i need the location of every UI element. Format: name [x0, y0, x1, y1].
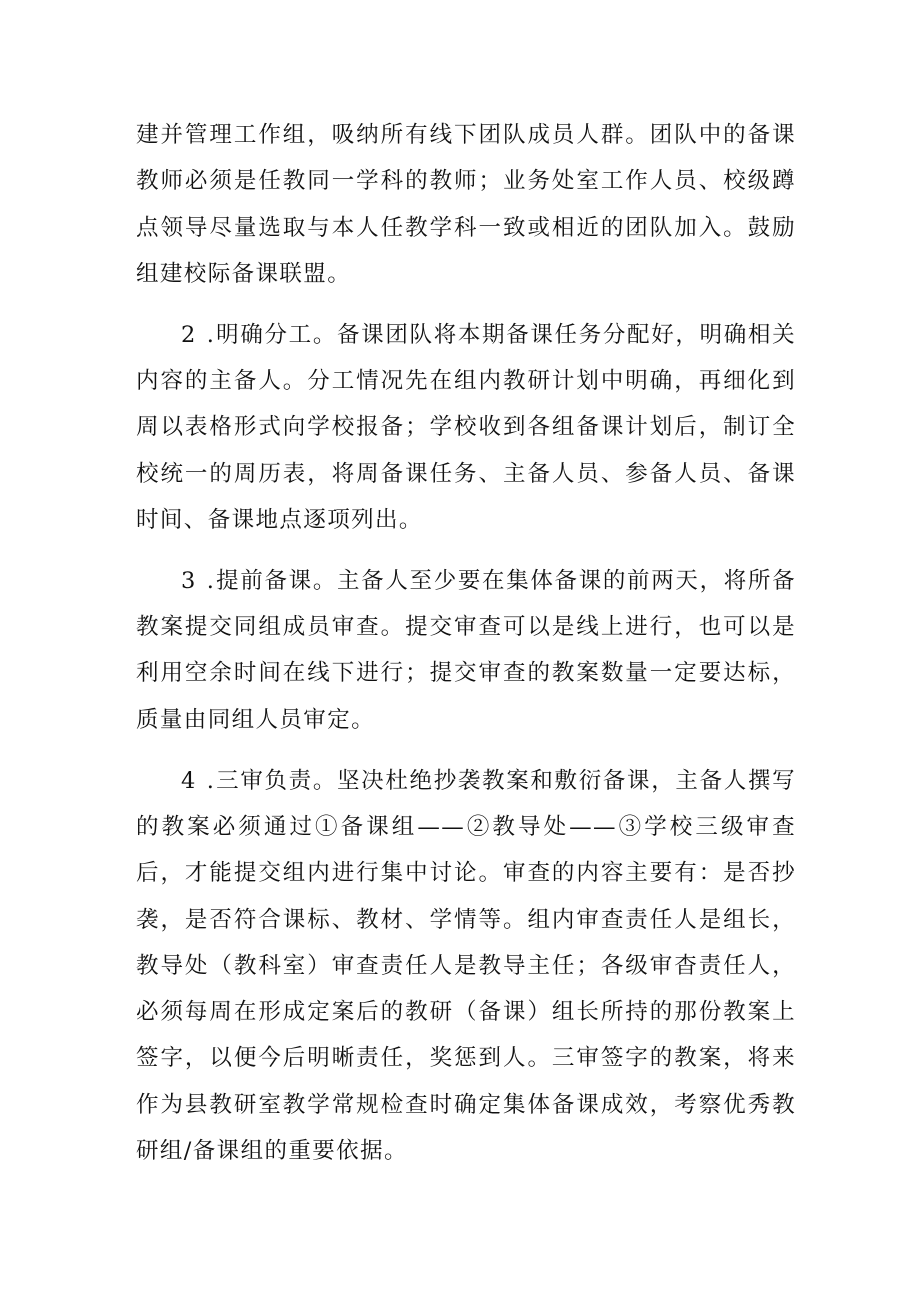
paragraph-number: 3 .: [181, 567, 216, 594]
paragraph-text: 提前备课。主备人至少要在集体备课的前两天，将所备教案提交同组成员审查。提交审查可以是线上进行，也可以是利用空余时间在线下进行；提交审查的教案数量一定要达标，质量由同组人员审定。: [136, 567, 796, 733]
paragraph-3-advance-preparation: [136, 558, 796, 743]
document-body: [136, 112, 796, 1189]
paragraph-text: 明确分工。备课团队将本期备课任务分配好，明确相关内容的主备人。分工情况先在组内教研计划中明确，再细化到周以表格形式向学校报备；学校收到各组备课计划后，制订全校统一的周历表，将周备课任务、主备人员、参备人员、备课时间、备课地点逐项列出。: [136, 321, 796, 533]
paragraph-4-three-level-review: [136, 758, 796, 1175]
paragraph-number: 2 .: [181, 321, 216, 348]
paragraph-number: 4 .: [181, 767, 216, 794]
paragraph-2-division-of-labor: [136, 312, 796, 543]
paragraph-text: 建并管理工作组，吸纳所有线下团队成员人群。团队中的备课教师必须是任教同一学科的教师；业务处室工作人员、校级蹲点领导尽量选取与本人任教学科一致或相近的团队加入。鼓励组建校际备课联盟。: [136, 122, 796, 287]
paragraph-continued: [136, 112, 796, 297]
paragraph-text: 三审负责。坚决杜绝抄袭教案和敷衍备课，主备人撰写的教案必须通过①备课组——②教导处——③学校三级审查后，才能提交组内进行集中讨论。审查的内容主要有：是否抄袭，是否符合课标、教材、学情等。组内审查责任人是组长，教导处（教科室）审查责任人是教导主任；各级审杳责任人，必须每周在形成定案后的教研（备课）组长所持的那份教案上签字，以便今后明晰责任，奖惩到人。三审签字的教案，将来作为县教研室教学常规检查时确定集体备课成效，考察优秀教研组/备课组的重要依据。: [136, 767, 796, 1165]
